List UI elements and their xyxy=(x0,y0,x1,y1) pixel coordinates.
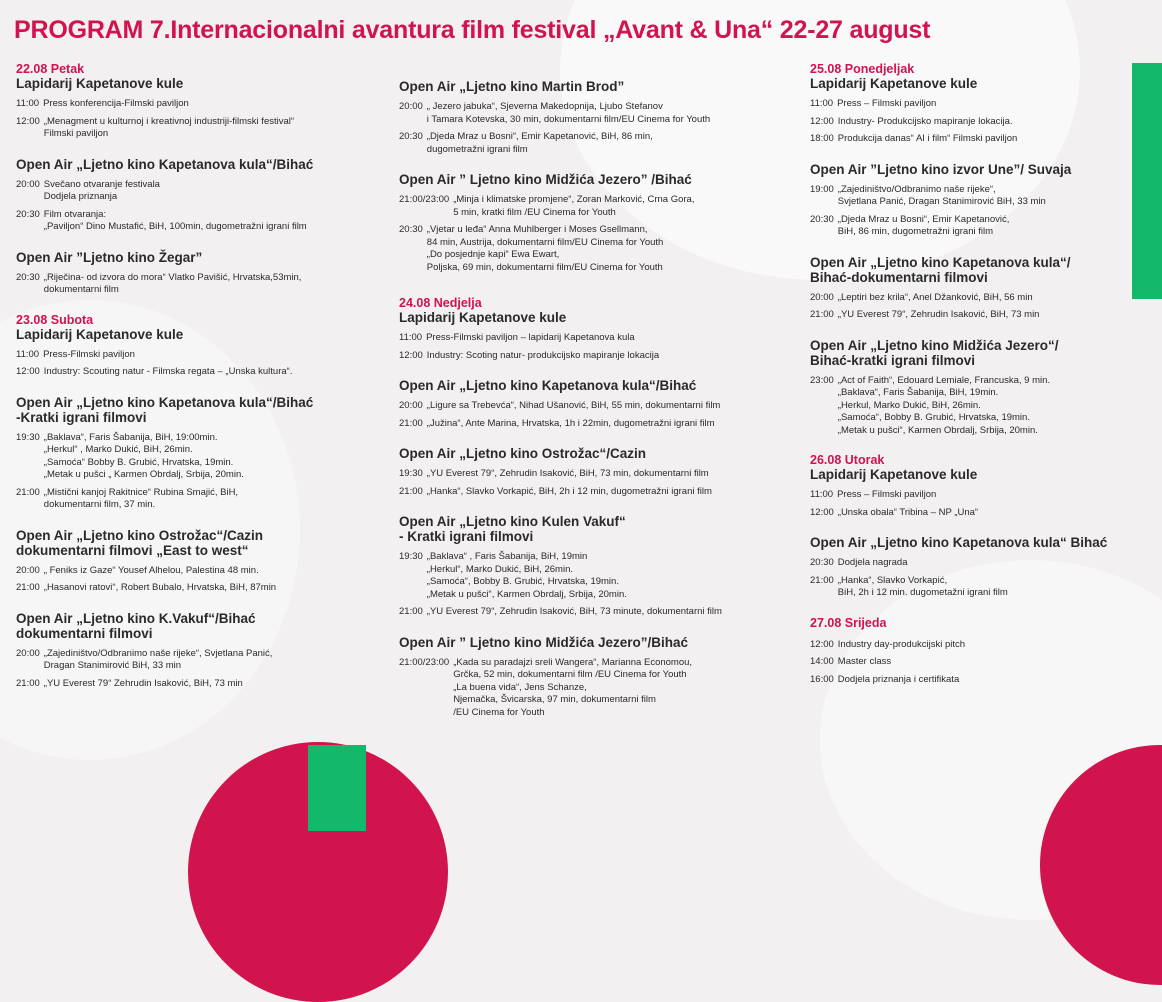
schedule-entry xyxy=(399,332,789,345)
venue-heading: Open Air „Ljetno kino Kapetanova kula“/Bihać xyxy=(399,378,697,393)
program-section xyxy=(399,378,789,430)
entry-time: 11:00 xyxy=(399,332,423,343)
venue-heading: Open Air „Ljetno kino Kapetanova kula“ Bihać xyxy=(810,535,1108,550)
entry-description: „ Feniks iz Gaze“ Yousef Alhelou, Palestina 48 min. xyxy=(43,564,259,576)
schedule-entry xyxy=(16,487,366,512)
schedule-entry xyxy=(16,272,366,297)
entry-description: Press-Filmski paviljon xyxy=(43,348,135,360)
schedule-entry xyxy=(399,418,789,431)
schedule-entry xyxy=(810,507,1145,520)
entry-description: „Ligure sa Trebevća“, Nihad Ušanović, BiH, 55 min, dokumentarni film xyxy=(426,400,721,411)
entry-description: Press – Filmski paviljon xyxy=(837,489,937,500)
entry-time: 20:00 xyxy=(399,101,423,112)
entry-description: „Zajediništvo/Odbranimo naše rijeke“, Svjetlana Panić, Dragan Stanimirović BiH, 33 min xyxy=(43,647,273,671)
schedule-entry xyxy=(399,486,789,499)
schedule-entry xyxy=(16,98,366,111)
entry-description: Industry- Produkcijsko mapiranje lokacija. xyxy=(837,115,1013,127)
program-section xyxy=(399,446,789,498)
schedule-entry xyxy=(399,224,789,274)
program-section xyxy=(16,313,366,379)
schedule-entry xyxy=(810,575,1145,600)
day-heading: 25.08 Ponedjeljak xyxy=(810,62,915,76)
program-section xyxy=(16,62,366,141)
schedule-entry xyxy=(399,468,789,481)
schedule-entry xyxy=(810,557,1145,570)
entry-description: Press-Filmski paviljon – lapidarij Kapetanova kula xyxy=(426,332,635,343)
entry-description: „Baklava“ , Faris Šabanija, BiH, 19min „Herkul“, Marko Dukić, BiH, 26min. „Samoća“, Bobby B. Grubić, Hrvatska, 19min. „Metak u pušci“, Karmen Obrdalj, Srbija, 20min. xyxy=(426,551,627,600)
entry-time: 21:00 xyxy=(16,582,40,593)
program-section xyxy=(16,395,366,512)
entry-time: 12:00 xyxy=(810,506,834,518)
program-section xyxy=(16,611,366,691)
schedule-entry xyxy=(16,432,366,482)
entry-time: 11:00 xyxy=(16,348,40,360)
venue-heading: Lapidarij Kapetanove kule xyxy=(810,76,978,91)
entry-description: „ Jezero jabuka“, Sjeverna Makedopnija, Ljubo Stefanov i Tamara Kotevska, 30 min, dokumentarni film/EU Cinema for Youth xyxy=(426,101,711,125)
schedule-entry xyxy=(810,214,1145,239)
entry-time: 21:00 xyxy=(16,677,40,689)
entry-description: Industry day-produkcijski pitch xyxy=(837,638,966,650)
entry-description: Dodjela nagrada xyxy=(837,557,908,568)
entry-time: 21:00 xyxy=(810,574,834,586)
entry-description: „YU Everest 79“, Zehrudin Isaković, BiH, 73 min, dokumentarni film xyxy=(426,468,709,479)
schedule-entry xyxy=(810,375,1145,438)
entry-description: „Djeda Mraz u Bosni“, Emir Kapetanović, BiH, 86 min, dugometražni igrani film xyxy=(837,213,1010,237)
program-section xyxy=(399,172,789,274)
venue-heading: Open Air „Ljetno kino Ostrožac“/Cazin xyxy=(399,446,647,461)
entry-time: 12:00 xyxy=(810,638,834,650)
program-section xyxy=(16,250,366,297)
venue-heading: Open Air „Ljetno kino Kapetanova kula“/Bihać -Kratki igrani filmovi xyxy=(16,394,314,425)
entry-time: 20:30 xyxy=(16,271,40,283)
schedule-entry xyxy=(16,565,366,578)
entry-time: 20:30 xyxy=(399,224,423,235)
entry-time: 20:00 xyxy=(399,400,423,411)
schedule-entry xyxy=(810,292,1145,305)
program-section xyxy=(16,528,366,595)
program-section xyxy=(810,62,1145,146)
venue-heading: Open Air „Ljetno kino K.Vakuf“/Bihać dokumentarni filmovi xyxy=(16,610,256,641)
day-heading: 27.08 Srijeda xyxy=(810,615,887,630)
entry-description: „Mistični kanjoj Rakitnice“ Rubina Smajić, BiH, dokumentarni film, 37 min. xyxy=(43,486,239,510)
entry-time: 19:00 xyxy=(810,183,834,195)
entry-description: Master class xyxy=(837,656,892,667)
venue-heading: Open Air „Ljetno kino Ostrožac“/Cazin dokumentarni filmovi „East to west“ xyxy=(16,527,264,558)
schedule-entry xyxy=(16,582,366,595)
entry-description: „Hasanovi ratovi“, Robert Bubalo, Hrvatska, BiH, 87min xyxy=(43,582,277,593)
program-section xyxy=(810,255,1145,322)
entry-time: 20:00 xyxy=(16,564,40,576)
entry-time: 19:30 xyxy=(399,551,423,562)
schedule-entry xyxy=(399,350,789,363)
schedule-entry xyxy=(16,179,366,204)
venue-heading: Open Air „Ljetno kino Kulen Vakuf“ - Kratki igrani filmovi xyxy=(399,514,626,544)
venue-heading: Lapidarij Kapetanove kule xyxy=(16,76,184,91)
entry-description: „Minja i klimatske promjene“, Zoran Marković, Crna Gora, 5 min, kratki film /EU Cinema for Youth xyxy=(453,194,695,218)
entry-time: 21:00 xyxy=(810,309,834,320)
entry-description: Industry: Scouting natur - Filmska regata – „Unska kultura“. xyxy=(43,366,293,377)
program-section xyxy=(399,296,789,362)
entry-time: 14:00 xyxy=(810,656,834,667)
entry-description: „Riječina- od izvora do mora“ Vlatko Pavišić, Hrvatska,53min, dokumentarni film xyxy=(43,271,302,295)
entry-description: Svečano otvaranje festivala Dodjela priznanja xyxy=(43,178,160,202)
entry-time: 11:00 xyxy=(810,489,834,500)
entry-description: „YU Everest 79“ Zehrudin Isaković, BiH, 73 min xyxy=(43,677,243,689)
program-section xyxy=(810,338,1145,438)
entry-time: 20:30 xyxy=(399,131,423,142)
schedule-entry xyxy=(16,648,366,673)
entry-time: 19:30 xyxy=(16,431,40,443)
entry-time: 21:00 xyxy=(399,606,423,617)
schedule-entry xyxy=(810,133,1145,146)
program-column-3 xyxy=(810,62,1145,702)
entry-time: 21:00/23:00 xyxy=(399,194,450,205)
schedule-entry xyxy=(810,674,1145,687)
entry-time: 12:00 xyxy=(16,366,40,377)
schedule-entry xyxy=(810,116,1145,129)
entry-description: Film otvaranja: „Paviljon“ Dino Mustafić, BiH, 100min, dugometražni igrani film xyxy=(43,208,307,232)
program-section xyxy=(810,616,1145,687)
entry-time: 20:00 xyxy=(16,178,40,190)
entry-description: „Kada su paradajzi sreli Wangera“, Marianna Economou, Grčka, 52 min, dokumentarni film /EU Cinema for Youth „La buena vida“, Jens Schanze, Njemačka, Švicarska, 97 min, dokumentarni film /EU Cinema for Youth xyxy=(453,656,693,718)
entry-time: 21:00 xyxy=(399,417,423,429)
schedule-entry xyxy=(810,309,1145,322)
entry-time: 12:00 xyxy=(399,349,423,361)
schedule-entry xyxy=(16,349,366,362)
schedule-entry xyxy=(399,194,789,219)
schedule-entry xyxy=(16,366,366,379)
venue-heading: Open Air „Ljetno kino Kapetanova kula“/ Bihać-dokumentarni filmovi xyxy=(810,254,1071,285)
entry-time: 11:00 xyxy=(810,98,834,109)
venue-heading: Lapidarij Kapetanove kule xyxy=(16,326,184,342)
entry-description: „Južina“, Ante Marina, Hrvatska, 1h i 22min, dugometražni igrani film xyxy=(426,417,715,429)
venue-heading: Open Air „Ljetno kino Midžića Jezero“/ Bihać-kratki igrani filmovi xyxy=(810,337,1059,368)
program-section xyxy=(399,62,789,156)
schedule-entry xyxy=(16,116,366,141)
entry-time: 16:00 xyxy=(810,673,834,685)
entry-description: „Hanka“, Slavko Vorkapić, BiH, 2h i 12 min. dugometažni igrani film xyxy=(837,574,1008,598)
venue-heading: Open Air ”Ljetno kino Žegar” xyxy=(16,249,203,265)
entry-time: 12:00 xyxy=(810,115,834,127)
venue-heading: Lapidarij Kapetanove kule xyxy=(810,467,978,482)
entry-description: Produkcija danas“ AI i film“ Filmski paviljon xyxy=(837,133,1018,144)
schedule-entry xyxy=(810,184,1145,209)
entry-description: „YU Everest 79“, Zehrudin Isaković, BiH, 73 min xyxy=(837,309,1040,320)
day-heading: 24.08 Nedjelja xyxy=(399,296,482,310)
entry-time: 20:30 xyxy=(16,208,40,220)
schedule-entry xyxy=(399,606,789,619)
day-heading: 22.08 Petak xyxy=(16,62,85,76)
entry-time: 18:00 xyxy=(810,133,834,144)
entry-time: 20:30 xyxy=(810,213,834,225)
venue-heading: Open Air ” Ljetno kino Midžića Jezero” /Bihać xyxy=(399,172,692,187)
entry-description: Dodjela priznanja i certifikata xyxy=(837,673,960,685)
entry-time: 23:00 xyxy=(810,374,834,386)
program-title: PROGRAM 7.Internacionalni avantura film festival „Avant & Una“ 22-27 august xyxy=(14,16,931,44)
day-heading: 26.08 Utorak xyxy=(810,453,885,467)
venue-heading: Lapidarij Kapetanove kule xyxy=(399,310,567,325)
entry-time: 20:00 xyxy=(810,291,834,303)
program-section xyxy=(810,535,1145,600)
entry-description: „Vjetar u leđa“ Anna Muhlberger i Moses Gsellmann, 84 min, Austrija, dokumentarni film/EU Cinema for Youth „Do posjednje kapi“ Ewa Ewart, Poljska, 69 min, dokumentarni film/EU Cinema for Youth xyxy=(426,224,664,273)
schedule-entry xyxy=(810,98,1145,111)
program-section xyxy=(399,635,789,720)
entry-time: 20:30 xyxy=(810,557,834,568)
entry-time: 20:00 xyxy=(16,647,40,659)
schedule-entry xyxy=(399,551,789,601)
schedule-entry xyxy=(16,678,366,691)
entry-description: „YU Everest 79“, Zehrudin Isaković, BiH, 73 minute, dokumentarni film xyxy=(426,606,722,617)
entry-time: 21:00 xyxy=(16,486,40,498)
program-section xyxy=(810,453,1145,519)
entry-description: „Hanka“, Slavko Vorkapić, BiH, 2h i 12 min, dugometražni igrani film xyxy=(426,485,712,497)
schedule-entry xyxy=(16,209,366,234)
venue-heading: Open Air „Ljetno kino Kapetanova kula“/Bihać xyxy=(16,156,314,172)
entry-time: 21:00/23:00 xyxy=(399,656,450,668)
entry-time: 21:00 xyxy=(399,485,423,497)
schedule-entry xyxy=(399,657,789,720)
venue-heading: Open Air ” Ljetno kino Midžića Jezero”/Bihać xyxy=(399,634,689,650)
entry-time: 12:00 xyxy=(16,115,40,127)
entry-description: Industry: Scoting natur- produkcijsko mapiranje lokacija xyxy=(426,349,660,361)
program-section xyxy=(810,162,1145,239)
entry-description: „Act of Faith“, Edouard Lemiale, Francuska, 9 min. „Baklava“, Faris Šabanija, BiH, 19min. „Herkul, Marko Dukić, BiH, 26min. „Samoća“, Bobby B. Grubić, Hrvatska, 19min. „Metak u pušci“, Karmen Obrdalj, Srbija, 20min. xyxy=(837,374,1051,436)
entry-description: „Baklava“, Faris Šabanija, BiH, 19:00min. „Herkul“ , Marko Dukić, BiH, 26min. „Samoća“ Bobby B. Grubić, Hrvatska, 19min. „Metak u pušci „ Karmen Obrdalj, Srbija, 20min. xyxy=(43,431,244,480)
schedule-entry xyxy=(810,656,1145,669)
green-bar-decoration xyxy=(308,745,366,831)
entry-description: Press konferencija-Filmski paviljon xyxy=(43,98,189,109)
program-column-1 xyxy=(16,62,366,706)
entry-description: „Unska obala“ Tribina – NP „Una“ xyxy=(837,506,979,518)
entry-description: Press – Filmski paviljon xyxy=(837,98,937,109)
schedule-entry xyxy=(399,131,789,156)
entry-description: „Leptiri bez krila“, Anel Džanković, BiH, 56 min xyxy=(837,291,1033,303)
venue-heading: Open Air „Ljetno kino Martin Brod” xyxy=(399,79,625,94)
program-section xyxy=(399,514,789,619)
schedule-entry xyxy=(810,489,1145,502)
day-heading: 23.08 Subota xyxy=(16,312,94,327)
entry-description: „Zajediništvo/Odbranimo naše rijeke“, Svjetlana Panić, Dragan Stanimirović BiH, 33 min xyxy=(837,183,1046,207)
entry-time: 11:00 xyxy=(16,98,40,109)
schedule-entry xyxy=(399,101,789,126)
schedule-entry xyxy=(399,400,789,413)
venue-heading: Open Air ”Ljetno kino izvor Une”/ Suvaja xyxy=(810,161,1072,177)
schedule-entry xyxy=(810,639,1145,652)
entry-description: „Djeda Mraz u Bosni“, Emir Kapetanović, BiH, 86 min, dugometražni igrani film xyxy=(426,131,653,155)
program-section xyxy=(16,157,366,234)
program-column-2 xyxy=(399,62,789,735)
entry-description: „Menagment u kulturnoj i kreativnoj industriji-filmski festival“ Filmski paviljon xyxy=(43,115,295,139)
entry-time: 19:30 xyxy=(399,468,423,479)
